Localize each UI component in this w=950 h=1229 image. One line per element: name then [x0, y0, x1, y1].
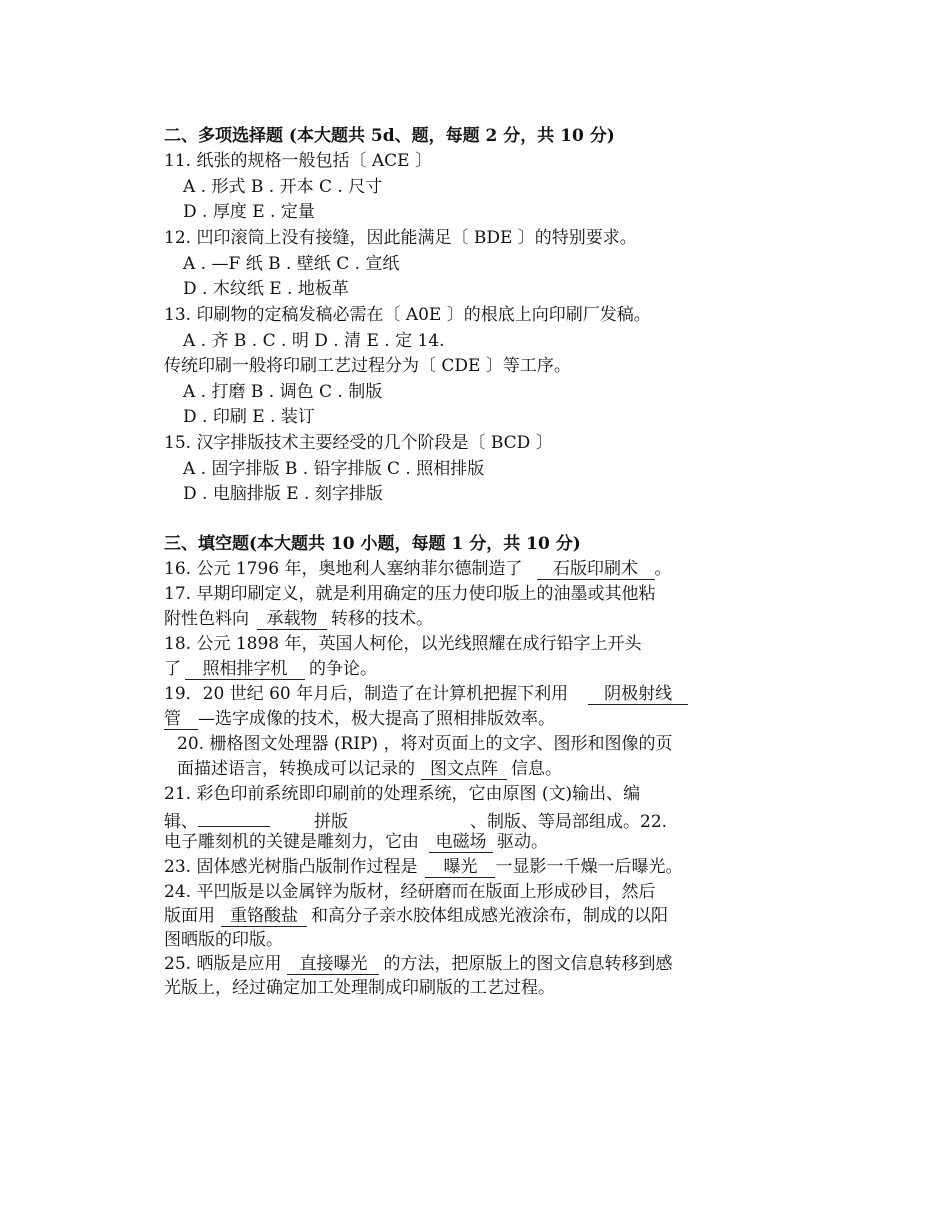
question-23-text: 23. 固体感光树脂凸版制作过程是	[164, 857, 418, 877]
question-25-line-1	[164, 952, 672, 976]
question-24-line-1: 24. 平凹版是以金属锌为版材，经研磨而在版面上形成砂目，然后	[164, 882, 656, 902]
question-20-text: 面描述语言，转换成可以记录的	[177, 759, 415, 779]
question-24-answer: 重铬酸盐	[221, 906, 307, 927]
question-24-line-3: 图晒版的印版。	[164, 930, 283, 950]
question-12-options-2: D . 木纹纸 E . 地板革	[183, 279, 349, 299]
question-18-end: 的争论。	[309, 659, 377, 679]
question-25-end: 的方法，把原版上的图文信息转移到感	[383, 954, 673, 974]
question-21-end: 、制版、等局部组成。22.	[470, 812, 668, 832]
question-16	[164, 557, 672, 581]
question-22-answer: 电磁场	[429, 832, 493, 853]
question-17-end: 转移的技术。	[331, 609, 433, 629]
question-22-text: 电子雕刻机的关键是雕刻力，它由	[164, 832, 419, 852]
question-21-text: 辑、	[164, 812, 198, 832]
question-23-end: 一显影一千燥一后曝光。	[495, 857, 683, 877]
question-18-line-2	[164, 657, 377, 681]
question-20-answer: 图文点阵	[421, 759, 507, 780]
question-24-text: 版面用	[164, 906, 215, 926]
question-17-line-1: 17. 早期印刷定义，就是利用确定的压力使印版上的油墨或其他粘	[164, 584, 656, 604]
question-19-answer: 阴极射线	[588, 684, 688, 705]
question-22	[164, 830, 548, 854]
question-22-end: 驱动。	[497, 832, 548, 852]
question-12: 12. 凹印滚筒上没有接缝，因此能满足〔 BDE 〕的特别要求。	[164, 228, 637, 248]
question-12-options-1: A . —F 纸 B . 壁纸 C . 宣纸	[183, 254, 400, 274]
question-19-answer-cont: 管	[164, 709, 198, 730]
question-14-options-1: A . 打磨 B . 调色 C . 制版	[183, 382, 383, 402]
question-15-options-1: A . 固字排版 B . 铅字排版 C . 照相排版	[183, 459, 485, 479]
question-19-line-2	[164, 707, 555, 731]
question-17-answer: 承载物	[257, 609, 327, 630]
question-17-line-2	[164, 607, 433, 631]
question-11-options-1: A . 形式 B . 开本 C . 尺寸	[183, 177, 383, 197]
question-23	[164, 855, 682, 879]
question-15: 15. 汉字排版技术主要经受的几个阶段是〔 BCD 〕	[164, 433, 553, 453]
question-24-line-2	[164, 904, 668, 928]
question-21-line-1: 21. 彩色印前系统即印刷前的处理系统，它由原图 (文)输出、编	[164, 784, 641, 804]
question-16-text: 16. 公元 1796 年，奥地利人塞纳菲尔德制造了	[164, 559, 523, 579]
question-11-options-2: D . 厚度 E . 定量	[183, 202, 315, 222]
question-17-text: 附性色料向	[164, 609, 249, 629]
question-20-end: 信息。	[511, 759, 562, 779]
question-25-answer: 直接曝光	[287, 954, 379, 975]
question-20-line-1: 20. 栅格图文处理器 (RIP) ，将对页面上的文字、图形和图像的页	[177, 734, 673, 754]
question-16-answer: 石版印刷术	[537, 559, 655, 580]
question-14-options-2: D . 印刷 E . 装订	[183, 407, 315, 427]
question-15-options-2: D . 电脑排版 E . 刻字排版	[183, 484, 383, 504]
question-18-answer: 照相排字机	[185, 659, 305, 680]
section-2-heading: 二、多项选择题 (本大题共 5d、题，每题 2 分，共 10 分)	[164, 126, 615, 146]
question-21-blank	[198, 806, 270, 827]
question-11: 11. 纸张的规格一般包括〔 ACE 〕	[164, 151, 432, 171]
question-19-line-1	[164, 682, 688, 706]
question-24-end: 和高分子亲水胶体组成感光液涂布，制成的以阳	[311, 906, 668, 926]
question-19-end: —选字成像的技术，极大提高了照相排版效率。	[198, 709, 555, 729]
question-20-line-2	[177, 757, 562, 781]
question-25-text: 25. 晒版是应用	[164, 954, 282, 974]
question-21-answer: 拼版	[314, 812, 348, 832]
question-23-answer: 曝光	[425, 857, 495, 878]
question-19-text: 19．20 世纪 60 年月后，制造了在计算机把握下利用	[164, 684, 569, 704]
question-18-text: 了	[164, 659, 181, 679]
question-16-end: 。	[654, 559, 672, 579]
section-3-heading: 三、填空题(本大题共 10 小题，每题 1 分，共 10 分)	[164, 534, 581, 554]
question-18-line-1: 18. 公元 1898 年，英国人柯伦，以光线照耀在成行铅字上开头	[164, 634, 642, 654]
question-25-line-2: 光版上，经过确定加工处理制成印刷版的工艺过程。	[164, 978, 555, 998]
question-13-options: A . 齐 B . C . 明 D . 清 E . 定 14.	[183, 331, 445, 351]
question-13: 13. 印刷物的定稿发稿必需在〔 A0E 〕的根底上向印刷厂发稿。	[164, 305, 651, 325]
question-14: 传统印刷一般将印刷工艺过程分为〔 CDE 〕等工序。	[164, 356, 571, 376]
